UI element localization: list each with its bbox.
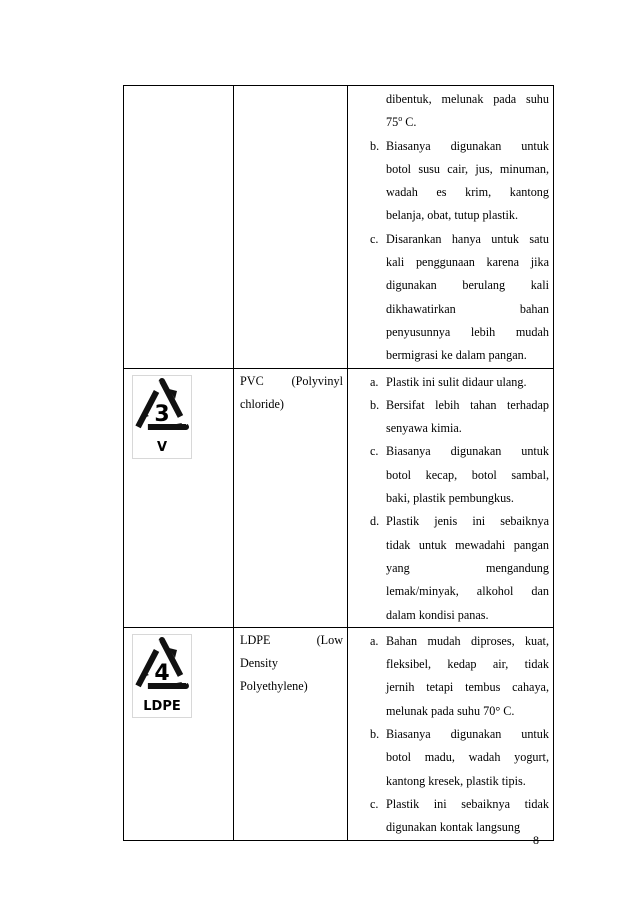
property-item [348, 228, 549, 368]
property-text-line: Biasanya digunakan untuk [386, 444, 549, 459]
plastic-name-cell [234, 86, 348, 369]
plastic-name-line: PVC (Polyvinyl [240, 373, 343, 388]
plastic-name-line: Density [240, 656, 278, 671]
property-item [348, 371, 549, 394]
plastic-name-cell [234, 627, 348, 840]
property-text-line: Disarankan hanya untuk satu [386, 231, 549, 246]
property-text-line: botol susu cair, jus, minuman, [386, 161, 549, 176]
resin-code-label: V [156, 439, 168, 455]
property-text-line: dalam kondisi panas. [386, 607, 489, 622]
property-text-line: melunak pada suhu 70° C. [386, 703, 515, 718]
property-text-line: digunakan kontak langsung [386, 820, 521, 835]
property-item [348, 135, 549, 228]
properties-cell [348, 368, 554, 627]
recycle-3-v-icon [132, 375, 233, 464]
symbol-cell [124, 368, 234, 627]
plastic-name-cell [234, 368, 348, 627]
property-text-line: Plastik ini sebaiknya tidak [386, 796, 549, 811]
properties-list [348, 369, 553, 627]
property-text-line: lemak/minyak, alkohol dan [386, 584, 549, 599]
table-row [124, 368, 554, 627]
property-text-line: baki, plastik pembungkus. [386, 491, 514, 506]
property-text-line: botol kecap, botol sambal, [386, 467, 549, 482]
recycle-4-ldpe-icon [132, 634, 233, 723]
property-text-line: Biasanya digunakan untuk [386, 138, 549, 153]
property-item [348, 723, 549, 793]
properties-list [348, 628, 553, 840]
properties-cell [348, 627, 554, 840]
property-text-line: Plastik ini sulit didaur ulang. [386, 374, 527, 389]
page-number: 8 [533, 833, 539, 847]
property-text-line: dibentuk, melunak pada suhu [386, 92, 549, 106]
property-text-line: fleksibel, kedap air, tidak [386, 657, 549, 672]
property-text-line: Bersifat lebih tahan terhadap [386, 397, 549, 412]
list-marker: b. [370, 397, 380, 412]
plastic-type-table [123, 85, 554, 841]
plastic-name-line: chloride) [240, 396, 284, 411]
property-text-line: botol madu, wadah yogurt, [386, 750, 549, 765]
property-item [348, 440, 549, 510]
table-row [124, 86, 554, 369]
list-marker: d. [370, 514, 380, 529]
plastic-name [234, 86, 347, 87]
property-text: 75 [386, 115, 399, 130]
resin-code-label: LDPE [143, 698, 181, 714]
property-item [348, 88, 549, 135]
list-marker: b. [370, 138, 380, 153]
property-text-line: Plastik jenis ini sebaiknya [386, 514, 549, 529]
list-marker: c. [370, 444, 379, 459]
property-text-line: jernih tetapi tembus cahaya, [386, 680, 549, 695]
symbol-cell [124, 627, 234, 840]
property-text-line: penyusunnya lebih mudah [386, 324, 549, 339]
property-text-line: Biasanya digunakan untuk [386, 727, 549, 742]
property-text-line: tidak untuk mewadahi pangan [386, 537, 549, 552]
property-item [348, 630, 549, 723]
resin-code-number: 4 [154, 660, 170, 686]
property-text-line: Bahan mudah diproses, kuat, [386, 633, 549, 648]
property-text-line: kantong kresek, plastik tipis. [386, 773, 526, 788]
property-text-line: wadah es krim, kantong [386, 185, 549, 200]
property-text-line: dikhawatirkan bahan [386, 301, 549, 316]
resin-code-number: 3 [154, 401, 170, 427]
property-item [348, 510, 549, 626]
list-marker: b. [370, 727, 380, 742]
list-marker: a. [370, 374, 379, 389]
property-text-line: kali penggunaan karena jika [386, 255, 549, 270]
symbol-cell [124, 86, 234, 369]
property-text-line: bermigrasi ke dalam pangan. [386, 348, 527, 363]
property-text-line: yang mengandung [386, 560, 549, 575]
property-text-line: digunakan berulang kali [386, 278, 549, 293]
degree-superscript: o [398, 114, 403, 124]
properties-list [348, 86, 553, 368]
plastic-name [234, 369, 347, 417]
list-marker: c. [370, 231, 379, 246]
property-text-line: belanja, obat, tutup plastik. [386, 208, 519, 223]
properties-cell [348, 86, 554, 369]
property-item [348, 793, 549, 840]
plastic-name-line: Polyethylene) [240, 679, 308, 694]
list-marker: c. [370, 796, 379, 811]
plastic-name [234, 628, 347, 699]
list-marker: a. [370, 633, 379, 648]
property-text-line [386, 111, 549, 134]
plastic-name-line: LDPE (Low [240, 632, 343, 647]
property-text-line: senyawa kimia. [386, 421, 462, 436]
table-row [124, 627, 554, 840]
unit-text: C. [402, 115, 417, 130]
property-item [348, 394, 549, 441]
